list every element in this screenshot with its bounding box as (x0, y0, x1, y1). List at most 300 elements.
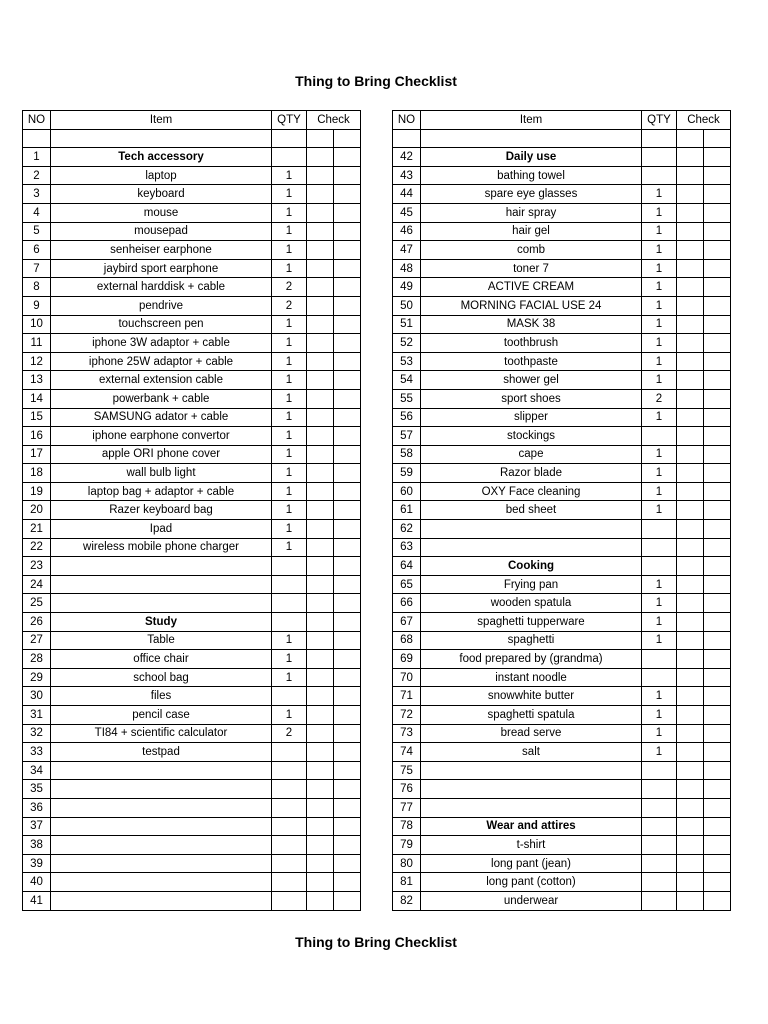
check-box-cell[interactable] (334, 575, 361, 594)
row-number: 27 (23, 631, 51, 650)
row-number: 28 (23, 650, 51, 669)
row-number: 65 (393, 575, 421, 594)
row-qty: 1 (642, 296, 677, 315)
row-qty: 1 (272, 334, 307, 353)
check-box-cell[interactable] (677, 594, 704, 613)
row-number: 40 (23, 873, 51, 892)
row-item: Frying pan (421, 575, 642, 594)
check-box-cell[interactable] (307, 594, 334, 613)
row-item: pendrive (51, 296, 272, 315)
check-box-cell[interactable] (334, 371, 361, 390)
row-qty (642, 668, 677, 687)
row-number: 15 (23, 408, 51, 427)
check-box-cell[interactable] (334, 352, 361, 371)
check-box-cell[interactable] (677, 222, 704, 241)
check-box-cell[interactable] (677, 129, 704, 148)
check-box-cell[interactable] (677, 873, 704, 892)
check-box-cell[interactable] (704, 203, 731, 222)
check-box-cell[interactable] (334, 501, 361, 520)
row-qty (642, 761, 677, 780)
row-number: 36 (23, 798, 51, 817)
check-box-cell[interactable] (704, 613, 731, 632)
check-box-cell[interactable] (307, 166, 334, 185)
check-box-cell[interactable] (334, 873, 361, 892)
table-row (23, 817, 361, 836)
table-row (393, 854, 731, 873)
check-box-cell[interactable] (307, 743, 334, 762)
check-box-cell[interactable] (704, 148, 731, 167)
row-number: 46 (393, 222, 421, 241)
row-qty: 1 (642, 464, 677, 483)
row-qty: 1 (642, 185, 677, 204)
check-box-cell[interactable] (677, 743, 704, 762)
check-box-cell[interactable] (334, 538, 361, 557)
check-box-cell[interactable] (307, 724, 334, 743)
check-box-cell[interactable] (307, 557, 334, 576)
check-box-cell[interactable] (334, 520, 361, 539)
check-box-cell[interactable] (334, 687, 361, 706)
check-box-cell[interactable] (704, 166, 731, 185)
row-qty (272, 854, 307, 873)
row-qty: 2 (642, 389, 677, 408)
check-box-cell[interactable] (334, 389, 361, 408)
row-qty (642, 817, 677, 836)
row-qty (272, 557, 307, 576)
table-row (393, 538, 731, 557)
check-box-cell[interactable] (677, 520, 704, 539)
row-number: 62 (393, 520, 421, 539)
check-box-cell[interactable] (307, 575, 334, 594)
table-row (393, 445, 731, 464)
row-number: 22 (23, 538, 51, 557)
row-number: 19 (23, 482, 51, 501)
check-box-cell[interactable] (704, 594, 731, 613)
check-box-cell[interactable] (307, 761, 334, 780)
row-qty (642, 891, 677, 910)
check-box-cell[interactable] (677, 724, 704, 743)
check-box-cell[interactable] (677, 557, 704, 576)
row-number: 54 (393, 371, 421, 390)
check-box-cell[interactable] (307, 482, 334, 501)
check-box-cell[interactable] (677, 613, 704, 632)
check-box-cell[interactable] (334, 743, 361, 762)
row-item: powerbank + cable (51, 389, 272, 408)
check-box-cell[interactable] (334, 817, 361, 836)
row-number: 80 (393, 854, 421, 873)
check-box-cell[interactable] (704, 687, 731, 706)
check-box-cell[interactable] (307, 371, 334, 390)
row-qty (642, 538, 677, 557)
check-box-cell[interactable] (677, 371, 704, 390)
check-box-cell[interactable] (704, 538, 731, 557)
row-item: MORNING FACIAL USE 24 (421, 296, 642, 315)
row-number: 34 (23, 761, 51, 780)
row-qty: 1 (642, 743, 677, 762)
check-box-cell[interactable] (307, 464, 334, 483)
row-qty: 1 (642, 334, 677, 353)
check-box-cell[interactable] (334, 222, 361, 241)
check-box-cell[interactable] (704, 371, 731, 390)
check-box-cell[interactable] (334, 668, 361, 687)
row-number: 68 (393, 631, 421, 650)
row-item: Razer keyboard bag (51, 501, 272, 520)
check-box-cell[interactable] (307, 259, 334, 278)
check-box-cell[interactable] (307, 613, 334, 632)
check-box-cell[interactable] (307, 278, 334, 297)
check-box-cell[interactable] (677, 148, 704, 167)
row-item: files (51, 687, 272, 706)
row-qty: 1 (272, 241, 307, 260)
check-box-cell[interactable] (334, 557, 361, 576)
row-item (51, 836, 272, 855)
check-box-cell[interactable] (677, 259, 704, 278)
row-number: 37 (23, 817, 51, 836)
check-box-cell[interactable] (334, 854, 361, 873)
row-item: t-shirt (421, 836, 642, 855)
check-box-cell[interactable] (334, 241, 361, 260)
row-qty (642, 780, 677, 799)
row-item (51, 594, 272, 613)
check-box-cell[interactable] (704, 427, 731, 446)
check-box-cell[interactable] (704, 650, 731, 669)
check-box-cell[interactable] (677, 631, 704, 650)
check-box-cell[interactable] (334, 836, 361, 855)
row-number: 64 (393, 557, 421, 576)
check-box-cell[interactable] (334, 427, 361, 446)
check-box-cell[interactable] (307, 687, 334, 706)
check-box-cell[interactable] (307, 203, 334, 222)
check-box-cell[interactable] (704, 464, 731, 483)
check-box-cell[interactable] (704, 724, 731, 743)
check-box-cell[interactable] (704, 296, 731, 315)
check-box-cell[interactable] (334, 185, 361, 204)
row-number: 53 (393, 352, 421, 371)
check-box-cell[interactable] (334, 798, 361, 817)
row-number: 58 (393, 445, 421, 464)
check-box-cell[interactable] (307, 148, 334, 167)
row-item: shower gel (421, 371, 642, 390)
check-box-cell[interactable] (307, 854, 334, 873)
check-box-cell[interactable] (334, 706, 361, 725)
row-qty: 2 (272, 724, 307, 743)
check-box-cell[interactable] (677, 464, 704, 483)
row-item: Razor blade (421, 464, 642, 483)
row-qty (642, 798, 677, 817)
check-box-cell[interactable] (677, 315, 704, 334)
check-box-cell[interactable] (307, 873, 334, 892)
check-box-cell[interactable] (704, 854, 731, 873)
check-box-cell[interactable] (307, 334, 334, 353)
row-item: ACTIVE CREAM (421, 278, 642, 297)
table-row (393, 278, 731, 297)
row-number: 16 (23, 427, 51, 446)
check-box-cell[interactable] (307, 631, 334, 650)
row-number: 38 (23, 836, 51, 855)
check-box-cell[interactable] (704, 798, 731, 817)
check-box-cell[interactable] (334, 203, 361, 222)
check-box-cell[interactable] (307, 222, 334, 241)
row-item: long pant (jean) (421, 854, 642, 873)
check-box-cell[interactable] (307, 427, 334, 446)
table-row (393, 427, 731, 446)
check-box-cell[interactable] (677, 408, 704, 427)
row-number: 60 (393, 482, 421, 501)
check-box-cell[interactable] (704, 259, 731, 278)
row-item (51, 854, 272, 873)
check-box-cell[interactable] (677, 668, 704, 687)
check-box-cell[interactable] (677, 761, 704, 780)
row-qty (642, 650, 677, 669)
check-box-cell[interactable] (307, 817, 334, 836)
header-item: Item (51, 111, 272, 130)
table-row (393, 482, 731, 501)
check-box-cell[interactable] (704, 352, 731, 371)
check-box-cell[interactable] (677, 445, 704, 464)
check-box-cell[interactable] (307, 780, 334, 799)
row-number: 11 (23, 334, 51, 353)
check-box-cell[interactable] (704, 780, 731, 799)
table-row (23, 706, 361, 725)
table-row (23, 334, 361, 353)
check-box-cell[interactable] (677, 891, 704, 910)
check-box-cell[interactable] (677, 780, 704, 799)
check-box-cell[interactable] (704, 668, 731, 687)
table-row (393, 408, 731, 427)
check-box-cell[interactable] (307, 891, 334, 910)
check-box-cell[interactable] (334, 129, 361, 148)
row-item: MASK 38 (421, 315, 642, 334)
check-box-cell[interactable] (334, 408, 361, 427)
check-box-cell[interactable] (704, 743, 731, 762)
check-box-cell[interactable] (704, 315, 731, 334)
check-box-cell[interactable] (334, 724, 361, 743)
check-box-cell[interactable] (307, 538, 334, 557)
row-number: 61 (393, 501, 421, 520)
check-box-cell[interactable] (307, 501, 334, 520)
table-row (23, 631, 361, 650)
row-qty: 1 (642, 408, 677, 427)
check-box-cell[interactable] (307, 520, 334, 539)
check-box-cell[interactable] (704, 891, 731, 910)
check-box-cell[interactable] (307, 296, 334, 315)
check-box-cell[interactable] (704, 631, 731, 650)
check-box-cell[interactable] (334, 296, 361, 315)
check-box-cell[interactable] (334, 278, 361, 297)
row-qty: 1 (642, 278, 677, 297)
check-box-cell[interactable] (334, 594, 361, 613)
row-item: hair gel (421, 222, 642, 241)
row-qty: 1 (642, 706, 677, 725)
check-box-cell[interactable] (704, 482, 731, 501)
row-item: sport shoes (421, 389, 642, 408)
check-box-cell[interactable] (307, 650, 334, 669)
check-box-cell[interactable] (677, 854, 704, 873)
row-number: 5 (23, 222, 51, 241)
check-box-cell[interactable] (677, 687, 704, 706)
check-box-cell[interactable] (677, 798, 704, 817)
table-row (23, 575, 361, 594)
row-number: 2 (23, 166, 51, 185)
check-box-cell[interactable] (677, 836, 704, 855)
check-box-cell[interactable] (704, 389, 731, 408)
check-box-cell[interactable] (677, 706, 704, 725)
check-box-cell[interactable] (334, 613, 361, 632)
table-row (23, 687, 361, 706)
check-box-cell[interactable] (334, 482, 361, 501)
check-box-cell[interactable] (704, 445, 731, 464)
check-box-cell[interactable] (677, 278, 704, 297)
check-box-cell[interactable] (307, 315, 334, 334)
row-number: 74 (393, 743, 421, 762)
check-box-cell[interactable] (334, 761, 361, 780)
row-number: 10 (23, 315, 51, 334)
check-box-cell[interactable] (704, 222, 731, 241)
row-qty (642, 427, 677, 446)
check-box-cell[interactable] (677, 241, 704, 260)
right-table-body (393, 129, 731, 910)
check-box-cell[interactable] (334, 315, 361, 334)
check-box-cell[interactable] (334, 259, 361, 278)
row-item: hair spray (421, 203, 642, 222)
row-qty (272, 687, 307, 706)
check-box-cell[interactable] (677, 389, 704, 408)
table-row (23, 166, 361, 185)
check-box-cell[interactable] (677, 166, 704, 185)
row-number: 76 (393, 780, 421, 799)
row-qty: 1 (272, 371, 307, 390)
row-number: 4 (23, 203, 51, 222)
row-number: 81 (393, 873, 421, 892)
check-box-cell[interactable] (677, 575, 704, 594)
row-item (51, 873, 272, 892)
check-box-cell[interactable] (307, 129, 334, 148)
check-box-cell[interactable] (334, 166, 361, 185)
check-box-cell[interactable] (307, 241, 334, 260)
row-qty: 1 (642, 613, 677, 632)
check-box-cell[interactable] (677, 352, 704, 371)
check-box-cell[interactable] (704, 575, 731, 594)
check-box-cell[interactable] (334, 334, 361, 353)
check-box-cell[interactable] (704, 129, 731, 148)
table-row (393, 780, 731, 799)
table-row (23, 389, 361, 408)
check-box-cell[interactable] (704, 873, 731, 892)
check-box-cell[interactable] (677, 482, 704, 501)
check-box-cell[interactable] (704, 501, 731, 520)
check-box-cell[interactable] (334, 650, 361, 669)
check-box-cell[interactable] (677, 296, 704, 315)
row-item: Ipad (51, 520, 272, 539)
row-number: 43 (393, 166, 421, 185)
check-box-cell[interactable] (677, 501, 704, 520)
check-box-cell[interactable] (677, 203, 704, 222)
table-row (23, 222, 361, 241)
check-box-cell[interactable] (334, 891, 361, 910)
row-item (421, 798, 642, 817)
table-row (393, 724, 731, 743)
check-box-cell[interactable] (307, 445, 334, 464)
check-box-cell[interactable] (677, 427, 704, 446)
check-box-cell[interactable] (307, 706, 334, 725)
check-box-cell[interactable] (677, 185, 704, 204)
row-number: 70 (393, 668, 421, 687)
row-item: TI84 + scientific calculator (51, 724, 272, 743)
check-box-cell[interactable] (307, 668, 334, 687)
table-row (23, 538, 361, 557)
check-box-cell[interactable] (677, 334, 704, 353)
row-number: 33 (23, 743, 51, 762)
row-number: 30 (23, 687, 51, 706)
row-item: stockings (421, 427, 642, 446)
check-box-cell[interactable] (677, 538, 704, 557)
row-item: wireless mobile phone charger (51, 538, 272, 557)
row-item: instant noodle (421, 668, 642, 687)
row-qty: 1 (642, 315, 677, 334)
row-number: 25 (23, 594, 51, 613)
check-box-cell[interactable] (704, 241, 731, 260)
check-box-cell[interactable] (307, 185, 334, 204)
check-box-cell[interactable] (704, 557, 731, 576)
category-row (23, 613, 361, 632)
row-number: 69 (393, 650, 421, 669)
row-qty (642, 836, 677, 855)
check-box-cell[interactable] (704, 520, 731, 539)
check-box-cell[interactable] (677, 817, 704, 836)
check-box-cell[interactable] (704, 278, 731, 297)
check-box-cell[interactable] (704, 408, 731, 427)
row-qty: 1 (272, 259, 307, 278)
check-box-cell[interactable] (704, 185, 731, 204)
check-box-cell[interactable] (334, 445, 361, 464)
row-qty: 1 (272, 706, 307, 725)
table-row (393, 575, 731, 594)
table-row (23, 203, 361, 222)
check-box-cell[interactable] (677, 650, 704, 669)
table-row (393, 241, 731, 260)
row-number: 79 (393, 836, 421, 855)
row-item: external harddisk + cable (51, 278, 272, 297)
table-row (23, 873, 361, 892)
table-row (23, 761, 361, 780)
check-box-cell[interactable] (704, 706, 731, 725)
check-box-cell[interactable] (704, 817, 731, 836)
table-row (393, 129, 731, 148)
table-row (23, 371, 361, 390)
row-number: 24 (23, 575, 51, 594)
table-row (23, 427, 361, 446)
check-box-cell[interactable] (704, 761, 731, 780)
check-box-cell[interactable] (334, 631, 361, 650)
check-box-cell[interactable] (307, 352, 334, 371)
header-row (23, 111, 361, 130)
check-box-cell[interactable] (307, 389, 334, 408)
check-box-cell[interactable] (307, 836, 334, 855)
check-box-cell[interactable] (704, 836, 731, 855)
table-row (393, 891, 731, 910)
check-box-cell[interactable] (704, 334, 731, 353)
row-item: school bag (51, 668, 272, 687)
check-box-cell[interactable] (334, 780, 361, 799)
table-row (23, 408, 361, 427)
check-box-cell[interactable] (334, 148, 361, 167)
row-number: 23 (23, 557, 51, 576)
check-box-cell[interactable] (307, 408, 334, 427)
check-box-cell[interactable] (307, 798, 334, 817)
check-box-cell[interactable] (334, 464, 361, 483)
row-qty: 1 (272, 408, 307, 427)
row-number: 9 (23, 296, 51, 315)
row-item: wall bulb light (51, 464, 272, 483)
